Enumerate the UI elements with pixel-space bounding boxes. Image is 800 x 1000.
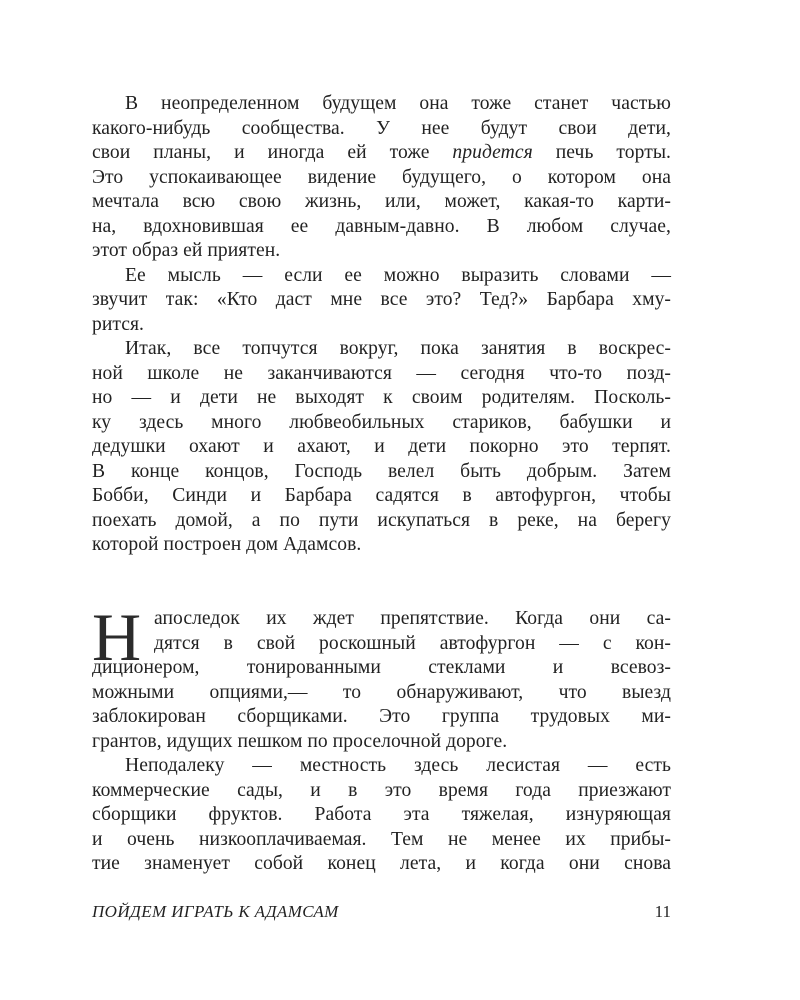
paragraph-line: ку здесь много любвеобильных стариков, бабушки и [92, 411, 671, 433]
paragraph-line: заблокирован сборщиками. Это группа трудовых ми- [92, 706, 671, 727]
paragraph-line: Ее мысль — если ее можно выразить словами — [125, 264, 671, 286]
paragraph-line: ной школе не заканчиваются — сегодня что-то позд- [92, 362, 671, 384]
paragraph-line: В неопределенном будущем она тоже станет частью [125, 93, 671, 114]
paragraph-line: какого-нибудь сообщества. У нее будут свои дети, [92, 117, 671, 139]
paragraph-line: но — и дети не выходят к своим родителям. Посколь- [92, 387, 671, 408]
paragraph-line: коммерческие сады, и в это время года приезжают [92, 779, 671, 801]
running-title: ПОЙДЕМ ИГРАТЬ К АДАМСАМ [92, 902, 339, 921]
paragraph-line: и очень низкооплачиваемая. Тем не менее их прибы- [92, 828, 671, 850]
paragraph-line: Бобби, Синди и Барбара садятся в автофургон, чтобы [92, 485, 671, 506]
paragraph-line: можными опциями,— то обнаруживают, что выезд [92, 681, 671, 703]
paragraph-line: которой построен дом Адамсов. [92, 534, 362, 555]
paragraph-line: диционером, тонированными стеклами и всевоз- [92, 657, 671, 678]
paragraph-line: тие знаменует собой конец лета, и когда они снова [92, 853, 671, 874]
paragraph-line: сборщики фруктов. Работа эта тяжелая, изнуряющая [92, 804, 671, 825]
paragraph-line: апоследок их ждет препятствие. Когда они са- [154, 608, 671, 629]
paragraph-line [92, 141, 671, 166]
paragraph-line: В конце концов, Господь велел быть добрым. Затем [92, 460, 671, 482]
paragraph-line: дятся в свой роскошный автофургон — с кон- [154, 632, 671, 654]
paragraph-line: Неподалеку — местность здесь лесистая — есть [125, 755, 671, 776]
paragraph-line: звучит так: «Кто даст мне все это? Тед?» Барбара хму- [92, 289, 671, 310]
drop-cap-letter: Н [92, 599, 142, 675]
paragraph-line: поехать домой, а по пути искупаться в реке, на берегу [92, 509, 671, 531]
paragraph-line: Это успокаивающее видение будущего, о котором она [92, 166, 671, 188]
paragraph-line: Итак, все топчутся вокруг, пока занятия в воскрес- [125, 338, 671, 359]
italic-word: придется [452, 142, 533, 163]
paragraph-line: грантов, идущих пешком по проселочной дороге. [92, 730, 508, 752]
text-block-2 [92, 599, 671, 877]
paragraph-line: дедушки охают и ахают, и дети покорно это терпят. [92, 436, 671, 457]
text-run: печь торты. [532, 142, 671, 163]
paragraph-line: рится. [92, 313, 144, 335]
text-block-1 [92, 92, 671, 558]
paragraph-line: мечтала всю свою жизнь, или, может, какая-то карти- [92, 191, 671, 212]
text-run: свои планы, и иногда ей тоже [92, 142, 453, 163]
page-number: 11 [654, 902, 671, 921]
paragraph-line: этот образ ей приятен. [92, 240, 281, 261]
paragraph-line: на, вдохновившая ее давным-давно. В любом случае, [92, 215, 671, 237]
page-footer [92, 899, 671, 925]
